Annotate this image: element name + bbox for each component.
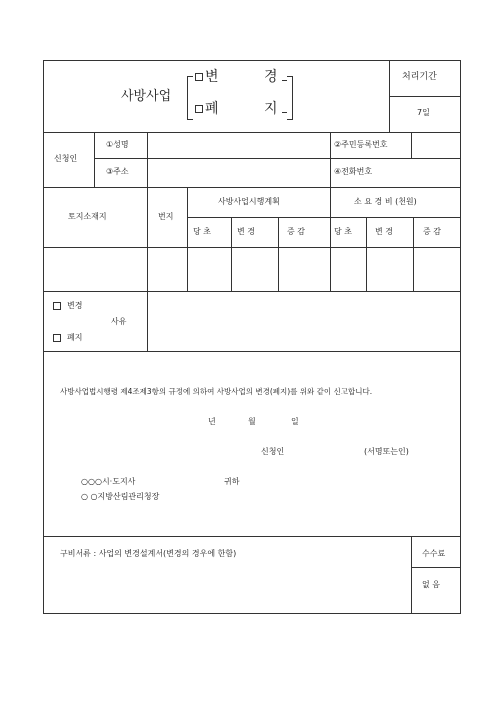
- right-bracket: [287, 76, 293, 120]
- title-change-tick: [282, 80, 287, 81]
- applicant-label-divider: [94, 132, 95, 187]
- recipient-forest-office: ○ ○지방산림관리청장: [81, 492, 160, 501]
- recipient-honorific: 귀하: [224, 477, 240, 486]
- change-checkbox-title[interactable]: [195, 73, 203, 81]
- cost-diff-header: 증 감: [423, 227, 441, 236]
- plan-col-divider-1: [231, 217, 232, 291]
- title-abolish-char1: 폐: [205, 101, 219, 117]
- left-bracket: [187, 76, 193, 120]
- applicant-bottom-line: [44, 187, 460, 188]
- date-day: 일: [291, 417, 299, 426]
- cost-change-header: 변 경: [375, 227, 393, 236]
- form-title: 사방사업: [121, 89, 172, 104]
- cost-col-divider-2: [413, 217, 414, 291]
- reason-divider: [147, 291, 148, 351]
- date-month: 월: [248, 417, 256, 426]
- plan-initial-header: 당 초: [193, 227, 211, 236]
- report-form: [43, 60, 461, 614]
- title-change-char2: 경: [264, 69, 278, 85]
- resident-no-divider: [411, 132, 412, 158]
- fee-divider: [411, 536, 412, 613]
- change-option-label: 변경: [67, 301, 83, 310]
- title-divider: [44, 132, 460, 133]
- cost-header: 소 요 경 비 (천원): [354, 197, 417, 206]
- resident-no-label: ②주민등록번호: [334, 140, 388, 149]
- lot-divider: [147, 187, 148, 291]
- recipient-governor: ○○○시·도지사: [81, 477, 136, 486]
- cost-divider: [330, 187, 331, 291]
- fee-mid-line: [411, 567, 460, 568]
- processing-label: 처리기간: [402, 72, 437, 82]
- land-location-header: 토지소재지: [68, 212, 107, 221]
- plan-header: 사방사업시행계획: [218, 197, 280, 206]
- plan-diff-header: 증 감: [287, 227, 305, 236]
- statement-text: 사방사업법시행령 제4조제3항의 규정에 의하여 사방사업의 변경(폐지)를 위와 같이 신고합니다.: [60, 387, 373, 396]
- change-checkbox[interactable]: [53, 302, 61, 310]
- abolish-checkbox[interactable]: [53, 334, 61, 342]
- reason-bottom-line: [44, 351, 460, 352]
- lot-no-header: 번지: [158, 212, 174, 221]
- plan-change-header: 변 경: [237, 227, 255, 236]
- abolish-option-label: 폐지: [67, 333, 83, 342]
- date-year: 년: [208, 417, 216, 426]
- plan-col-divider-2: [278, 217, 279, 291]
- table-bottom-line: [44, 291, 460, 292]
- cost-col-divider-1: [366, 217, 367, 291]
- abolish-checkbox-title[interactable]: [195, 105, 203, 113]
- required-documents: 구비서류 : 사업의 변경설계서(변경의 경우에 한함): [60, 549, 237, 558]
- applicant-mid-line: [94, 158, 460, 159]
- applicant-label: 신청인: [54, 154, 78, 163]
- title-change-char1: 변: [205, 69, 219, 85]
- plan-divider: [187, 187, 188, 291]
- signature-label: 신청인: [261, 447, 285, 456]
- table-header-bottom: [44, 247, 460, 248]
- cost-initial-header: 당 초: [334, 227, 352, 236]
- name-label: ①성명: [106, 140, 129, 149]
- fee-value: 없 음: [422, 580, 440, 589]
- title-abolish-char2: 지: [264, 101, 278, 117]
- phone-label: ④전화번호: [334, 167, 373, 176]
- processing-mid-line: [389, 96, 460, 97]
- fee-label: 수수료: [422, 549, 446, 558]
- address-label: ③주소: [106, 167, 129, 176]
- reason-label: 사유: [111, 317, 127, 326]
- signature-note: (서명또는인): [364, 447, 409, 456]
- statement-bottom-line: [44, 536, 460, 537]
- processing-value: 7일: [417, 108, 430, 117]
- plan-sub-line: [187, 217, 460, 218]
- applicant-right-divider: [330, 132, 331, 187]
- applicant-field-divider: [147, 132, 148, 187]
- title-abolish-tick: [282, 112, 287, 113]
